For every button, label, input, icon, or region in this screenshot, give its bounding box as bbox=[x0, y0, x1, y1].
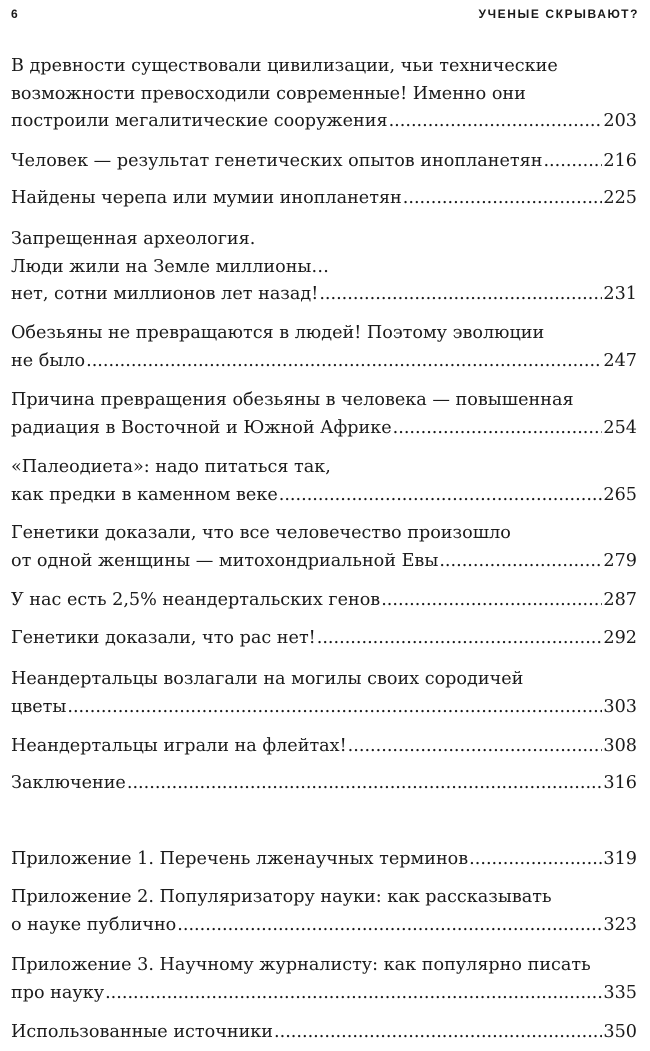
dot-leader bbox=[348, 733, 603, 761]
toc-entry-title-line: про науку bbox=[11, 982, 105, 1003]
toc-entry[interactable] bbox=[11, 846, 637, 874]
dot-leader bbox=[403, 185, 603, 213]
toc-entry-title-line: «Палеодиета»: надо питаться так, bbox=[11, 457, 331, 477]
dot-leader bbox=[279, 482, 603, 510]
toc-entry[interactable] bbox=[11, 185, 637, 213]
toc-page-number: 203 bbox=[603, 111, 637, 131]
toc-entry-last-line bbox=[11, 281, 637, 309]
toc-entry[interactable] bbox=[11, 587, 637, 615]
toc-page-number: 254 bbox=[603, 417, 637, 438]
toc-entry-last-line bbox=[11, 348, 637, 376]
toc-entry-last-line bbox=[11, 1019, 637, 1047]
toc-entry-title-line: от одной женщины — митохондриальной Евы bbox=[11, 550, 439, 571]
toc-entry-title-line: Приложение 2. Популяризатору науки: как рассказывать bbox=[11, 887, 552, 907]
dot-leader bbox=[439, 548, 602, 576]
toc-entry-last-line bbox=[11, 770, 637, 798]
toc-entry-last-line bbox=[11, 587, 637, 615]
toc-entry-last-line bbox=[11, 733, 637, 761]
toc-page-number: 247 bbox=[603, 350, 637, 371]
toc-entry-title-line: У нас есть 2,5% неандертальских генов bbox=[11, 590, 381, 610]
toc-entry-last-line bbox=[11, 846, 637, 874]
toc-entry-title-line: Использованные источники bbox=[11, 1022, 274, 1042]
toc-entry-last-line bbox=[11, 694, 637, 722]
toc-entry-title-line: возможности превосходили современные! Именно они bbox=[11, 83, 526, 104]
toc-entry-title-line: Приложение 3. Научному журналисту: как популярно писать bbox=[11, 955, 591, 975]
dot-leader bbox=[177, 912, 602, 940]
toc-entry-title-line: цветы bbox=[11, 696, 67, 717]
toc-entry-title-line: как предки в каменном веке bbox=[11, 484, 278, 505]
toc-entry-last-line bbox=[11, 108, 637, 136]
toc-entry-title-line: Обезьяны не превращаются в людей! Поэтому эволюции bbox=[11, 323, 545, 343]
dot-leader bbox=[67, 694, 602, 722]
toc-page-number: 319 bbox=[603, 849, 637, 869]
toc-entry[interactable] bbox=[11, 53, 637, 136]
dot-leader bbox=[105, 980, 602, 1008]
toc-entry-title-line: Неандертальцы играли на флейтах! bbox=[11, 736, 347, 756]
dot-leader bbox=[317, 625, 603, 653]
toc-entry-title-line: Причина превращения обезьяны в человека — повышенная bbox=[11, 390, 574, 410]
dot-leader bbox=[389, 108, 603, 136]
toc-entry-title-line: не было bbox=[11, 350, 86, 371]
toc-entry-title-line: Запрещенная археология. bbox=[11, 229, 256, 249]
toc-page-number: 350 bbox=[603, 1022, 637, 1042]
toc-page-number: 335 bbox=[603, 982, 637, 1003]
dot-leader bbox=[381, 587, 602, 615]
dot-leader bbox=[469, 846, 602, 874]
toc-page-number: 316 bbox=[603, 773, 637, 793]
toc-entry[interactable] bbox=[11, 520, 637, 575]
dot-leader bbox=[127, 770, 603, 798]
dot-leader bbox=[393, 415, 603, 443]
toc-page-number: 323 bbox=[603, 914, 637, 935]
toc-entry-last-line bbox=[11, 548, 637, 576]
toc-page-number: 308 bbox=[603, 736, 637, 756]
toc-entry-title-line: Найдены черепа или мумии инопланетян bbox=[11, 188, 402, 208]
toc-entry-title-line: построили мегалитические сооружения bbox=[11, 111, 388, 131]
toc-entry-last-line bbox=[11, 148, 637, 176]
dot-leader bbox=[86, 348, 602, 376]
page-header bbox=[11, 4, 639, 26]
dot-leader bbox=[319, 281, 602, 309]
toc-entry[interactable] bbox=[11, 454, 637, 509]
toc-page-number: 292 bbox=[603, 628, 637, 648]
toc-entry[interactable] bbox=[11, 148, 637, 176]
toc-entry[interactable] bbox=[11, 387, 637, 442]
toc-entry[interactable] bbox=[11, 320, 637, 375]
toc-entry[interactable] bbox=[11, 1019, 637, 1047]
toc-entry[interactable] bbox=[11, 226, 637, 309]
toc-entry-title-line: Заключение bbox=[11, 773, 126, 793]
toc-page-number: 279 bbox=[603, 550, 637, 571]
toc-page-number: 231 bbox=[603, 284, 637, 304]
toc-entry[interactable] bbox=[11, 884, 637, 939]
toc-page-number: 265 bbox=[603, 484, 637, 505]
toc-page-number: 303 bbox=[603, 696, 637, 717]
toc-page-number: 225 bbox=[603, 188, 637, 208]
toc-entry-title-line: Генетики доказали, что рас нет! bbox=[11, 628, 316, 648]
dot-leader bbox=[543, 148, 602, 176]
toc-entry[interactable] bbox=[11, 625, 637, 653]
toc-entry-title-line: нет, сотни миллионов лет назад! bbox=[11, 284, 319, 304]
toc-entry-last-line bbox=[11, 415, 637, 443]
toc-entry-title-line: о науке публично bbox=[11, 914, 177, 935]
toc-entry[interactable] bbox=[11, 952, 637, 1007]
toc-entry-title-line: Неандертальцы возлагали на могилы своих сородичей bbox=[11, 669, 524, 689]
toc-entry-title-line: В древности существовали цивилизации, чьи технические bbox=[11, 56, 558, 76]
toc-entry-title-line: Люди жили на Земле миллионы… bbox=[11, 256, 330, 277]
toc-entry-last-line bbox=[11, 980, 637, 1008]
toc-entry-last-line bbox=[11, 185, 637, 213]
toc-entry-title-line: Приложение 1. Перечень лженаучных терминов bbox=[11, 849, 469, 869]
toc-entry-last-line bbox=[11, 912, 637, 940]
running-title: УЧЕНЫЕ СКРЫВАЮТ? bbox=[478, 7, 639, 21]
toc-entry[interactable] bbox=[11, 770, 637, 798]
toc-entry[interactable] bbox=[11, 733, 637, 761]
dot-leader bbox=[274, 1019, 602, 1047]
toc-page-number: 287 bbox=[603, 590, 637, 610]
page-number: 6 bbox=[11, 7, 20, 21]
toc-entry-title-line: Генетики доказали, что все человечество произошло bbox=[11, 523, 511, 543]
toc-entry-title-line: радиация в Восточной и Южной Африке bbox=[11, 417, 392, 438]
toc-entry[interactable] bbox=[11, 666, 637, 721]
toc-page-number: 216 bbox=[603, 151, 637, 171]
toc-entry-title-line: Человек — результат генетических опытов инопланетян bbox=[11, 151, 543, 171]
toc-entry-last-line bbox=[11, 625, 637, 653]
toc-entry-last-line bbox=[11, 482, 637, 510]
